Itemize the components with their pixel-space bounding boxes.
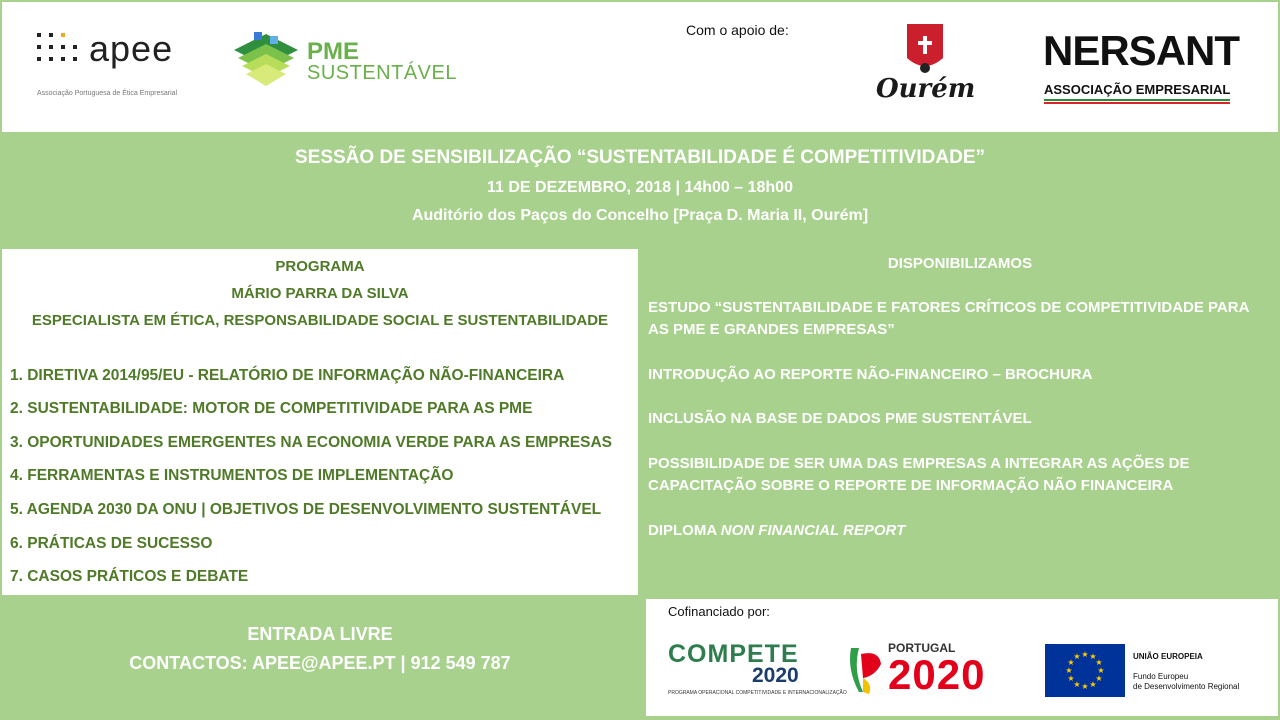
support-label: Com o apoio de: (686, 22, 789, 38)
svg-text:★: ★ (1067, 658, 1075, 667)
compete-logo-subtitle: PROGRAMA OPERACIONAL COMPETITIVIDADE E INTERNACIONALIZAÇÃO (668, 690, 847, 696)
program-item: 6. PRÁTICAS DE SUCESSO (10, 535, 213, 552)
offer-item: ESTUDO “SUSTENTABILIDADE E FATORES CRÍTICOS DE COMPETITIVIDADE PARA AS PME E GRANDES EMPRESAS” (648, 299, 1249, 338)
program-item: 4. FERRAMENTAS E INSTRUMENTOS DE IMPLEMENTAÇÃO (10, 467, 454, 484)
diploma-title: NON FINANCIAL REPORT (720, 522, 906, 539)
portugal-2020-emblem-icon (845, 644, 885, 696)
eu-flag-icon (1045, 644, 1125, 697)
program-heading: PROGRAMA (275, 258, 365, 275)
pme-sustentavel-logo-icon (230, 30, 302, 92)
svg-text:★: ★ (1073, 652, 1081, 661)
contacts-label: CONTACTOS: APEE@APEE.PT | 912 549 787 (129, 653, 511, 673)
pme-logo-subtitle: SUSTENTÁVEL (307, 62, 457, 84)
svg-text:★: ★ (1067, 674, 1075, 683)
svg-text:★: ★ (1089, 680, 1097, 689)
offer-item: INCLUSÃO NA BASE DE DADOS PME SUSTENTÁVEL (648, 410, 1032, 427)
svg-text:★: ★ (1065, 666, 1073, 675)
compete-logo-title: COMPETE (668, 640, 799, 668)
program-speaker: MÁRIO PARRA DA SILVA (231, 285, 409, 302)
nersant-stripe-icon (1044, 99, 1230, 105)
offer-item: POSSIBILIDADE DE SER UMA DAS EMPRESAS A INTEGRAR AS AÇÕES DE CAPACITAÇÃO SOBRE O REPORTE DE INFORMAÇÃO NÃO FINANCEIRA (648, 455, 1190, 494)
entry-free-label: ENTRADA LIVRE (247, 624, 393, 644)
program-speaker-role: ESPECIALISTA EM ÉTICA, RESPONSABILIDADE SOCIAL E SUSTENTABILIDADE (31, 312, 609, 329)
apee-logo-text: apee (89, 28, 174, 69)
svg-text:★: ★ (1081, 682, 1089, 691)
ourem-shield-icon (905, 24, 945, 76)
cofinancing-label: Cofinanciado por: (668, 604, 770, 619)
diploma-prefix: DIPLOMA (648, 522, 721, 539)
portugal-2020-year: 2020 (888, 651, 986, 698)
nersant-logo-text: NERSANT (1043, 27, 1240, 74)
eu-label: UNIÃO EUROPEIA (1133, 652, 1203, 661)
nersant-logo-subtitle: ASSOCIAÇÃO EMPRESARIAL (1044, 82, 1231, 97)
portugal-2020-label: PORTUGAL (888, 641, 956, 655)
program-item: 7. CASOS PRÁTICOS E DEBATE (10, 568, 249, 585)
event-venue: Auditório dos Paços do Concelho [Praça D. Maria II, Ourém] (411, 207, 869, 224)
svg-text:★: ★ (1097, 666, 1105, 675)
svg-text:★: ★ (1095, 658, 1103, 667)
event-title: SESSÃO DE SENSIBILIZAÇÃO “SUSTENTABILIDADE É COMPETITIVIDADE” (294, 147, 986, 168)
svg-text:★: ★ (1089, 652, 1097, 661)
apee-logo-subtitle: Associação Portuguesa de Ética Empresarial (37, 90, 178, 97)
svg-text:★: ★ (1073, 680, 1081, 689)
offer-heading: DISPONIBILIZAMOS (887, 255, 1033, 272)
program-item: 3. OPORTUNIDADES EMERGENTES NA ECONOMIA VERDE PARA AS EMPRESAS (10, 434, 612, 451)
eu-fund-line1: Fundo Europeu (1133, 672, 1189, 681)
offer-item-diploma (648, 520, 1268, 542)
program-item: 2. SUSTENTABILIDADE: MOTOR DE COMPETITIVIDADE PARA AS PME (10, 400, 533, 417)
compete-logo-year: 2020 (752, 664, 799, 687)
apee-logo-dots-icon (36, 32, 82, 72)
program-item: 1. DIRETIVA 2014/95/EU - RELATÓRIO DE INFORMAÇÃO NÃO-FINANCEIRA (10, 367, 565, 384)
svg-text:★: ★ (1095, 674, 1103, 683)
eu-fund-line2: de Desenvolvimento Regional (1133, 682, 1240, 691)
offer-item: INTRODUÇÃO AO REPORTE NÃO-FINANCEIRO – BROCHURA (648, 366, 1093, 383)
ourem-logo-text: Ourém (876, 74, 976, 104)
svg-text:★: ★ (1081, 650, 1089, 659)
program-item: 5. AGENDA 2030 DA ONU | OBJETIVOS DE DESENVOLVIMENTO SUSTENTÁVEL (10, 501, 602, 518)
pme-logo-title: PME (307, 38, 360, 65)
event-date: 11 DE DEZEMBRO, 2018 | 14h00 – 18h00 (487, 179, 793, 196)
